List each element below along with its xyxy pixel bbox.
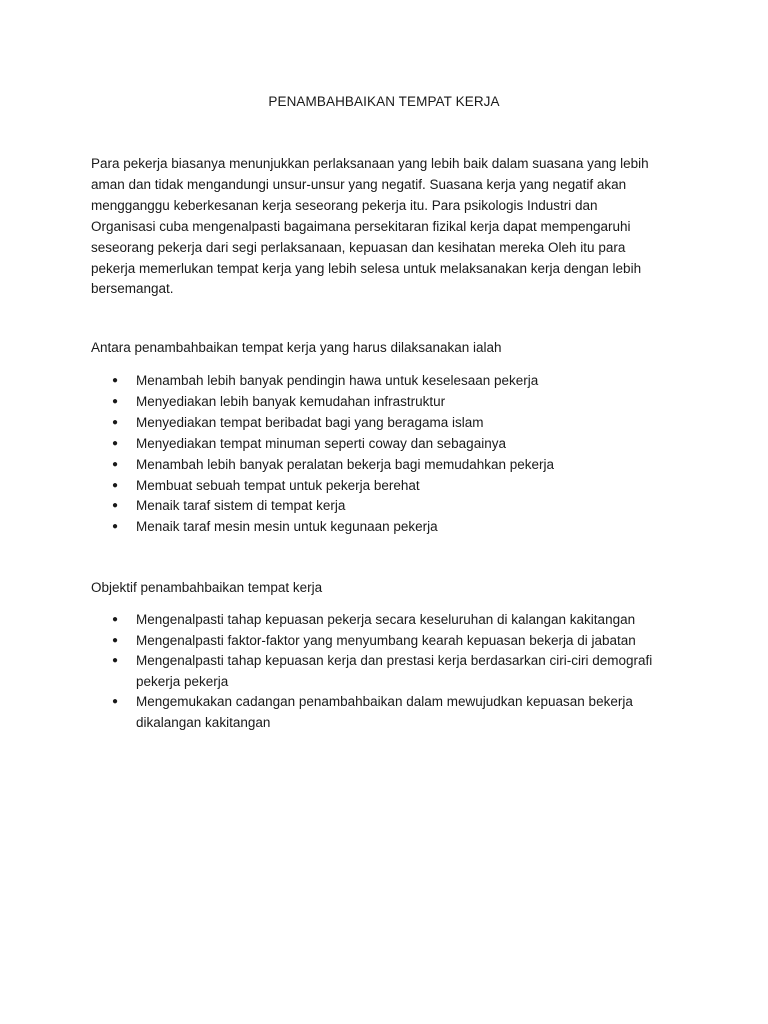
bullet-icon: ●: [112, 634, 119, 646]
list-item-text: Mengenalpasti tahap kepuasan pekerja secara keseluruhan di kalangan kakitangan: [136, 612, 636, 627]
list-item-text: dikalangan kakitangan: [136, 714, 271, 730]
list-item-text: Menambah lebih banyak peralatan bekerja bagi memudahkan pekerja: [136, 456, 555, 472]
objectives-list: [91, 610, 691, 734]
paragraph-line: bersemangat.: [91, 281, 174, 297]
improvements-list: [91, 371, 691, 538]
paragraph-line: aman dan tidak mengandungi unsur-unsur yang negatif. Suasana kerja yang negatif akan: [91, 176, 627, 192]
list-item: [91, 392, 691, 413]
list-item: [91, 631, 691, 652]
list-item-text: Menyediakan tempat beribadat bagi yang beragama islam: [136, 414, 484, 430]
improvements-intro: Antara penambahbaikan tempat kerja yang harus dilaksanakan ialah: [91, 340, 502, 355]
list-item: [91, 517, 691, 538]
list-item-text: pekerja pekerja: [136, 673, 229, 689]
paragraph-line: Para pekerja biasanya menunjukkan perlaksanaan yang lebih baik dalam suasana yang lebih: [91, 156, 649, 171]
list-item: [91, 692, 691, 733]
list-item: [91, 455, 691, 476]
bullet-icon: ●: [112, 655, 119, 667]
bullet-icon: ●: [112, 479, 119, 491]
paragraph-line: seseorang pekerja dari segi perlaksanaan, kepuasan dan kesihatan mereka Oleh itu para: [91, 239, 626, 255]
list-item: [91, 496, 691, 517]
paragraph-line: pekerja memerlukan tempat kerja yang lebih selesa untuk melaksanakan kerja dengan lebih: [91, 260, 642, 276]
list-item-text: Membuat sebuah tempat untuk pekerja berehat: [136, 477, 420, 493]
bullet-icon: ●: [112, 614, 119, 625]
list-item: [91, 476, 691, 497]
list-item-text: Menyediakan tempat minuman seperti coway dan sebagainya: [136, 435, 506, 451]
paragraph-line: mengganggu keberkesanan kerja seseorang pekerja itu. Para psikologis Industri dan: [91, 197, 598, 213]
bullet-icon: ●: [112, 416, 119, 428]
list-item-text: Menyediakan lebih banyak kemudahan infrastruktur: [136, 393, 446, 409]
list-item-text: Menaik taraf mesin mesin untuk kegunaan pekerja: [136, 519, 438, 535]
bullet-icon: ●: [112, 458, 119, 470]
bullet-icon: ●: [112, 500, 119, 512]
document-title: PENAMBAHBAIKAN TEMPAT KERJA: [268, 94, 500, 109]
list-item: [91, 610, 691, 631]
list-item-text: Menaik taraf sistem di tempat kerja: [136, 498, 346, 514]
bullet-icon: ●: [112, 437, 119, 449]
list-item: [91, 434, 691, 455]
paragraph-line: Organisasi cuba mengenalpasti bagaimana persekitaran fizikal kerja dapat mempengaruhi: [91, 218, 631, 234]
list-item: [91, 371, 691, 392]
intro-paragraph: [91, 154, 691, 300]
bullet-icon: ●: [112, 696, 119, 708]
bullet-icon: ●: [112, 521, 119, 533]
objectives-intro: Objektif penambahbaikan tempat kerja: [91, 580, 323, 595]
list-item-text: Mengenalpasti tahap kepuasan kerja dan prestasi kerja berdasarkan ciri-ciri demografi: [136, 653, 653, 669]
bullet-icon: ●: [112, 375, 119, 386]
list-item-text: Mengemukakan cadangan penambahbaikan dalam mewujudkan kepuasan bekerja: [136, 694, 633, 710]
list-item: [91, 651, 691, 692]
list-item-text: Mengenalpasti faktor-faktor yang menyumbang kearah kepuasan bekerja di jabatan: [136, 632, 636, 648]
list-item: [91, 413, 691, 434]
list-item-text: Menambah lebih banyak pendingin hawa untuk keselesaan pekerja: [136, 373, 539, 388]
bullet-icon: ●: [112, 395, 119, 407]
